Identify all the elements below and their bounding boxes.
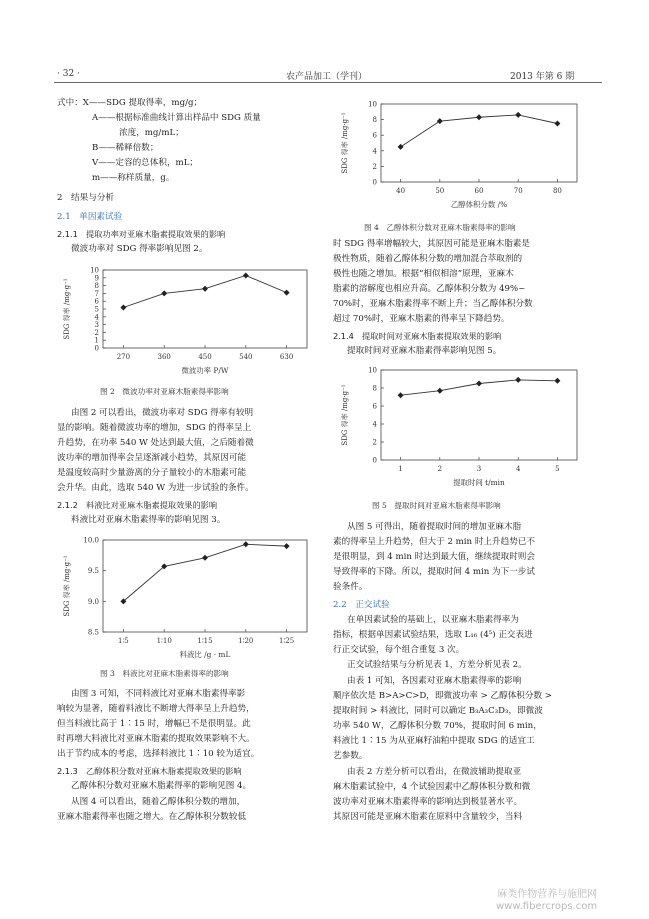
watermark-line-1: 麻类作物营养与施肥网 — [497, 889, 598, 900]
x-tick-label: 1∶15 — [197, 637, 213, 645]
y-tick-label: 10 — [368, 366, 377, 375]
right-column-line: 2.1.4 提取时间对亚麻木脂素提取效果的影响 — [333, 331, 502, 341]
plot-frame — [103, 270, 307, 348]
y-tick-label: 9 — [94, 274, 99, 283]
data-point — [554, 378, 560, 384]
x-tick-label: 1 — [398, 465, 403, 473]
left-column-line: 从图 4 可以看出，随着乙醇体积分数的增加， — [71, 797, 246, 807]
y-tick-label: 8 — [372, 384, 377, 393]
left-column-line: 式中：X——SDG 提取得率，mg/g； — [57, 98, 203, 108]
data-point — [476, 114, 482, 120]
left-column-line: 亚麻木脂素得率也随之增大。在乙醇体积分数较低 — [57, 812, 247, 822]
right-column-line: 70%时，亚麻木脂素得率不断上升；当乙醇体积分数 — [333, 299, 533, 309]
x-tick-label: 630 — [279, 353, 294, 361]
x-tick-label: 1∶10 — [156, 637, 172, 645]
figure-caption: 图 2 微波功率对亚麻木脂素得率影响 — [100, 387, 229, 396]
x-tick-label: 50 — [435, 187, 445, 195]
x-tick-label: 70 — [513, 187, 523, 195]
y-tick-label: 10 — [368, 100, 377, 109]
y-tick-label: 10.0 — [83, 536, 99, 545]
y-tick-label: 4 — [372, 147, 377, 156]
watermark-line-2: www.fibercrops.com — [496, 901, 598, 912]
y-tick-label: 10 — [90, 266, 99, 275]
x-axis-label: 提取时间 t/min — [453, 478, 505, 487]
y-tick-label: 0 — [94, 344, 99, 353]
issue-label: 2013 年第 6 期 — [510, 72, 575, 82]
data-point — [202, 555, 208, 561]
data-point — [284, 290, 290, 296]
right-column-line: 其原因可能是亚麻木脂素在原料中含量较少，当料 — [333, 812, 523, 822]
series-line — [123, 544, 286, 601]
x-tick-label: 360 — [157, 353, 171, 361]
left-column-line: B——稀释倍数； — [92, 143, 159, 153]
left-column-line: 出于节约成本的考虑，选择料液比 1∶10 较为适宜。 — [57, 749, 260, 759]
y-tick-label: 0 — [372, 178, 377, 187]
left-column-line: 微波功率对 SDG 得率影响见图 2。 — [71, 244, 208, 254]
left-column-line: m——称样质量，g。 — [92, 173, 175, 183]
y-tick-label: 8 — [372, 116, 377, 125]
y-tick-label: 2 — [372, 162, 377, 171]
header-rule — [54, 82, 602, 83]
left-column-line: 料液比对亚麻木脂素得率的影响见图 3。 — [71, 515, 226, 525]
right-column-line: 超过 70%时，亚麻木脂素的得率呈下降趋势。 — [333, 314, 510, 324]
y-tick-label: 6 — [372, 131, 377, 140]
y-tick-label: 4 — [94, 313, 99, 322]
figure-3-chart — [57, 532, 315, 664]
x-tick-label: 5 — [555, 465, 560, 473]
right-column-line: 麻木脂素试验中，4 个试验因素中乙醇体积分数和微 — [333, 782, 531, 792]
data-point — [243, 541, 249, 547]
right-column-line: 时 SDG 得率增幅较大，其原因可能是亚麻木脂素是 — [333, 239, 530, 249]
left-column-line: 显的影响。随着微波功率的增加，SDG 的得率呈上 — [57, 423, 252, 433]
right-column-line: 2.2 正交试验 — [333, 600, 390, 610]
y-tick-label: 1 — [94, 336, 99, 345]
y-axis-label: SDG 得率 /mg·g⁻¹ — [341, 112, 349, 174]
data-point — [243, 272, 249, 278]
left-column-line: 乙醇体积分数对亚麻木脂素得率的影响见图 4。 — [71, 781, 252, 791]
x-tick-label: 1∶20 — [238, 637, 254, 645]
figure-caption: 图 5 提取时间对亚麻木脂素得率影响 — [372, 501, 501, 510]
y-tick-label: 6 — [372, 402, 377, 411]
data-point — [515, 377, 521, 383]
left-column-line: 2.1.2 料液比对亚麻木脂素提取效果的影响 — [57, 500, 218, 510]
data-point — [202, 286, 208, 292]
right-column-line: 在单因素试验的基础上，以亚麻木脂素得率为 — [347, 615, 519, 625]
right-column-line: 由表 2 方差分析可以看出，在微波辅助提取亚 — [347, 767, 522, 777]
figure-2-chart — [57, 262, 315, 380]
right-column-line: 功率 540 W，乙醇体积分数 70%，提取时间 6 min， — [333, 721, 542, 731]
right-column-line: 提取时间 > 料液比，同时可以确定 B₃A₃C₃D₃，即微波 — [333, 706, 543, 716]
y-tick-label: 6 — [94, 297, 99, 306]
x-tick-label: 80 — [552, 187, 562, 195]
right-column-line: 波功率对亚麻木脂素得率的影响达到极显著水平。 — [333, 797, 523, 807]
x-axis-label: 微波功率 P/W — [181, 366, 229, 375]
data-point — [437, 118, 443, 124]
x-tick-label: 540 — [239, 353, 253, 361]
y-tick-label: 7 — [94, 289, 99, 298]
x-tick-label: 2 — [437, 465, 443, 473]
right-column-line: 行正交试验，每个组合重复 3 次。 — [333, 645, 465, 655]
plot-frame — [103, 540, 307, 632]
right-column-line: 极性也随之增加。根据“相似相溶”原理，亚麻木 — [333, 269, 514, 279]
y-tick-label: 4 — [372, 420, 377, 429]
page-number: · 32 · — [57, 69, 80, 79]
right-column-line: 验条件。 — [333, 582, 368, 592]
data-point — [398, 392, 404, 398]
x-axis-label: 料液比 /g · mL — [179, 650, 231, 659]
right-column-line: 提取时间对亚麻木脂素得率影响见图 5。 — [347, 346, 502, 356]
left-column-line: 波功率的增加得率会呈逐渐减小趋势，其原因可能 — [57, 453, 247, 463]
figure-caption: 图 4 乙醇体积分数对亚麻木脂素得率的影响 — [364, 223, 516, 232]
data-point — [120, 304, 126, 310]
data-point — [437, 388, 443, 394]
y-axis-label: SDG 得率 /mg·g⁻¹ — [341, 384, 349, 446]
right-column-line: 素的得率呈上升趋势，但大于 2 min 时上升趋势已不 — [333, 537, 535, 547]
x-tick-label: 1∶5 — [118, 637, 129, 645]
left-column-line: 由图 2 可以看出，微波功率对 SDG 得率有较明 — [71, 408, 254, 418]
left-column-line: V——定容的总体积，mL； — [92, 158, 198, 168]
left-column-line: 2.1.3 乙醇体积分数对亚麻木脂素提取效果的影响 — [57, 766, 242, 776]
y-tick-label: 5 — [94, 305, 99, 314]
left-column-line: 2.1 单因素试验 — [57, 212, 123, 222]
figure-5-chart — [335, 362, 585, 492]
data-point — [476, 381, 482, 387]
y-tick-label: 8.5 — [87, 628, 99, 637]
right-column-line: 指标，根据单因素试验结果，选取 L₁₆ (4⁵) 正交表进 — [333, 630, 533, 640]
y-tick-label: 3 — [94, 321, 99, 330]
data-point — [515, 112, 521, 118]
y-axis-label: SDG 得率 /mg·g⁻¹ — [63, 555, 71, 617]
right-column-line: 是很明显，到 4 min 时达到最大值，继续提取时则会 — [333, 552, 535, 562]
journal-name: 农产品加工（学刊） — [286, 72, 368, 82]
right-column-line: 脂素的溶解度也相应升高。乙醇体积分数为 49%~ — [333, 284, 526, 294]
right-column-line: 艺参数。 — [333, 751, 368, 761]
right-column-line: 正交试验结果与分析见表 1，方差分析见表 2。 — [347, 660, 527, 670]
left-column-line: 响较为显著，随着料液比不断增大得率呈上升趋势， — [57, 704, 255, 714]
left-column-line: 2.1.1 提取功率对亚麻木脂素提取效果的影响 — [57, 229, 226, 239]
x-tick-label: 40 — [396, 187, 406, 195]
left-column-line: 由图 3 可知，不同料液比对亚麻木脂素得率影 — [71, 689, 246, 699]
left-column-line: 时再增大料液比对亚麻木脂素的提取效果影响不大。 — [57, 734, 255, 744]
x-tick-label: 270 — [116, 353, 131, 361]
y-tick-label: 2 — [372, 438, 377, 447]
x-tick-label: 4 — [515, 465, 521, 473]
y-tick-label: 9.5 — [87, 567, 99, 576]
right-column-line: 从图 5 可得出，随着提取时间的增加亚麻木脂 — [347, 522, 522, 532]
watermark — [496, 889, 597, 913]
right-column-line: 料液比 1∶15 为从亚麻籽油粕中提取 SDG 的适宜工 — [333, 736, 535, 746]
figure-caption: 图 3 料液比对亚麻木脂素得率的影响 — [100, 669, 229, 678]
right-column-line: 极性物质，随着乙醇体积分数的增加混合萃取剂的 — [333, 254, 523, 264]
left-column-line: 升趋势，在功率 540 W 处达到最大值，之后随着微 — [57, 438, 254, 448]
figure-4-chart — [335, 96, 585, 214]
x-tick-label: 450 — [198, 353, 212, 361]
data-point — [398, 144, 404, 150]
left-column-line: 会升华。由此，选取 540 W 为进一步试验的条件。 — [57, 483, 254, 493]
data-point — [161, 290, 167, 296]
right-column-line: 导致得率的下降。所以，提取时间 4 min 为下一步试 — [333, 567, 535, 577]
y-tick-label: 2 — [94, 328, 99, 337]
left-column-line: 2 结果与分析 — [57, 193, 115, 203]
x-axis-label: 乙醇体积分数 /% — [450, 200, 508, 209]
y-tick-label: 8 — [94, 282, 99, 291]
right-column-line: 顺序依次是 B>A>C>D，即微波功率 > 乙醇体积分数 > — [333, 691, 553, 701]
x-tick-label: 60 — [474, 187, 484, 195]
right-column-line: 由表 1 可知，各因素对亚麻木脂素得率的影响 — [347, 676, 522, 686]
x-tick-label: 1∶25 — [279, 637, 295, 645]
y-axis-label: SDG 得率 /mg·g⁻¹ — [63, 278, 71, 340]
left-column-line: 是温度较高时少量游离的分子量较小的木脂素可能 — [57, 468, 247, 478]
left-column-line: A——根据标准曲线计算出样品中 SDG 质量 — [92, 113, 261, 123]
y-tick-label: 0 — [372, 456, 377, 465]
data-point — [554, 121, 560, 127]
left-column-line: 但当料液比高于 1∶15 时，增幅已不是很明显。此 — [57, 719, 251, 729]
data-point — [284, 543, 290, 549]
y-tick-label: 9.0 — [87, 597, 99, 606]
left-column-line: 浓度，mg/mL； — [119, 128, 184, 138]
x-tick-label: 3 — [476, 465, 482, 473]
